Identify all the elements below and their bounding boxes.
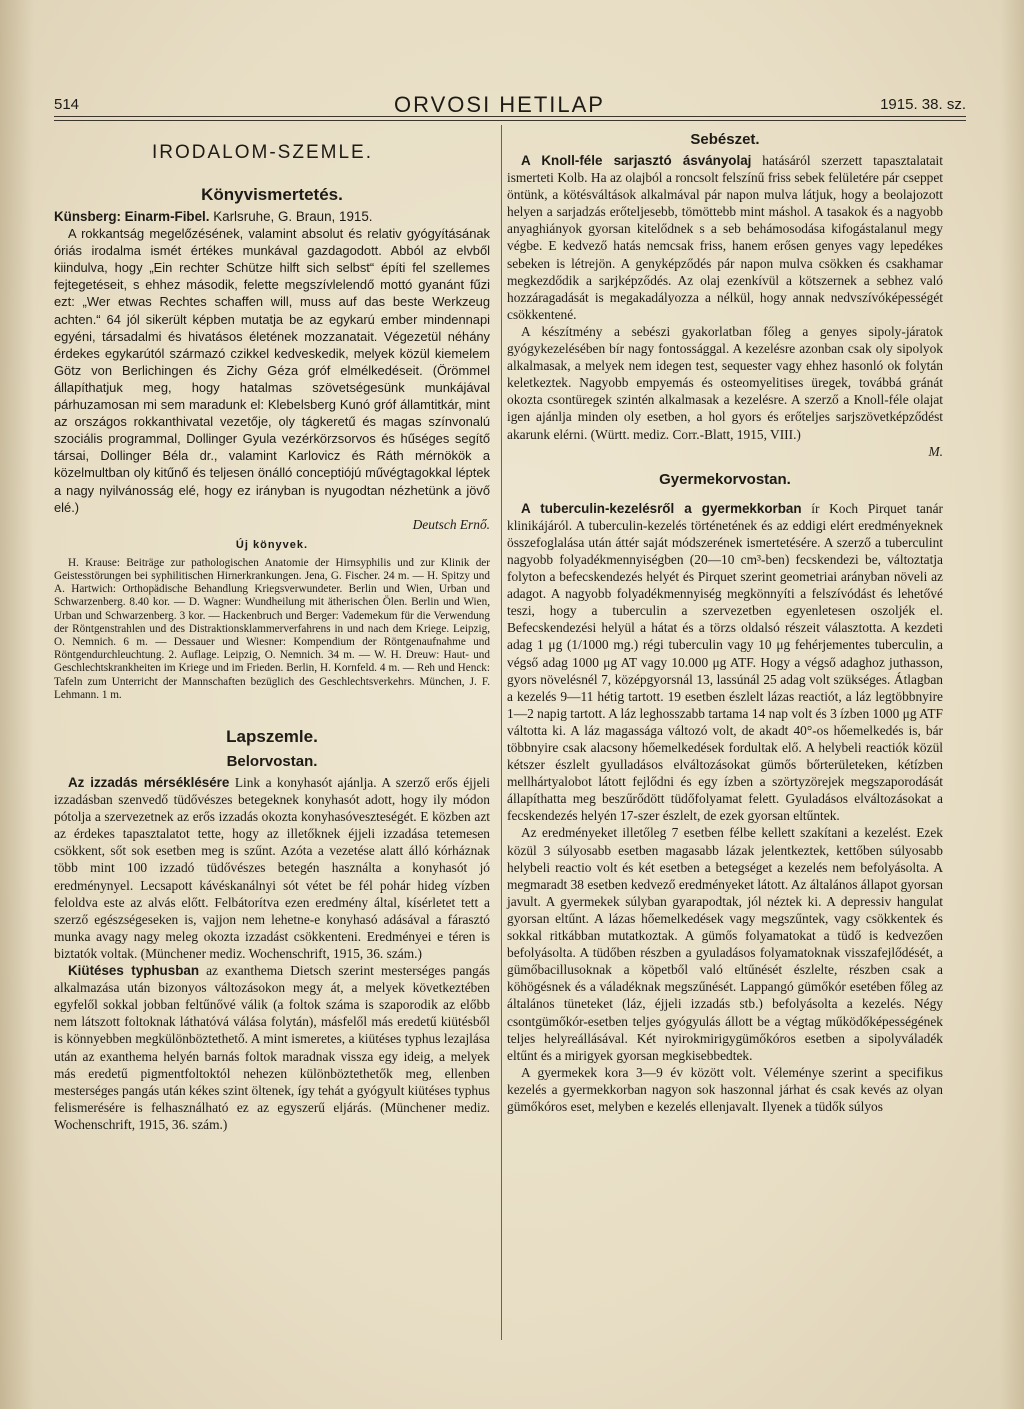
- article-tuberculin-p2: Az eredményeket illetőleg 7 esetben félbe kellett szakítani a kezelést. Ezek közül 3 súlyosabb esetben magasabb lázak jelentkeztek, kettőben súlyosabb helybeli reactio volt és két esetben a betegséget a kezelés nem befolyásolta. A megmaradt 38 esetben kedvező eredményeket látott. Az általános állapot gyorsan javult. A gyermekek súlyban gyarapodtak, jól néztek ki. A depressiv hangulat gyorsan eltűnt. A lázas hőemelkedések vagy megszűntek, vagy csökkentek és sokkal ritkábban mutatkoztak. A gümős folyamatokat a tüdő is kedvezően befolyásolta. A tüdőben részben a gyuladásos folyamatoknak visszafejlődését, a gümőbacillusoknak a köpetből való eltűnését észlelte, részben csak a köhögésnek és a váladéknak megszűnését. Lappangó gümőkór esetében főleg az általános tüneteket (láz, éjjeli izzadás stb.) befolyásolta a kezelés. Négy csontgümőkór-esetben teljes gyógyulás állott be a végtag működőképességének teljes helyreállásával. Két nyirokmirigygümőkóros esetben a sipolyváladék eltűnt és a mirigyek gyorsan megkisebbedtek.: [507, 825, 943, 1063]
- column-separator: [501, 125, 502, 1340]
- section-title: IRODALOM-SZEMLE.: [152, 142, 373, 163]
- lapszemle-heading: Lapszemle.: [226, 727, 318, 747]
- new-books-heading: Új könyvek.: [235, 538, 309, 551]
- article-knoll-p2: A készítmény a sebészi gyakorlatban főleg a genyes sipoly-járatok gyógykezelésében bír nagy fontossággal. A kezelésre azonban csak oly sipolyok alkalmasak, a melyek nem idegen test, sequester vagy ehhez hasonló ok folytán keletkeztek. Nagyobb empyemás és osteomyelitises üregek, továbbá gránát okozta csontüregek szintén alkalmasak a kezelésre. A szerző a Knoll-féle olajat igen ajánlja minden oly esetben, a hol gyors és erőteljes sarjszövetképződést akarunk elérni. (Württ. mediz. Corr.-Blatt, 1915, VIII.): [507, 323, 943, 442]
- new-books-text: H. Krause: Beiträge zur pathologischen Anatomie der Hirnsyphilis und zur Klinik der Geistesstörungen bei syphilitischen Hirnerkrankungen. Jena, G. Fischer. 24 m. — H. Spitzy und A. Hartwich: Orthopädische Behandlung Kriegsverwundeter. Berlin und Wien, Urban und Schwarzenberg. 8.40 kor. — D. Wagner: Wundheilung mit ätherischen Ölen. Berlin und Wien, Urban und Schwarzenberg. 3 kor. — Hackenbruch und Berger: Vademekum für die Verwendung der Röntgenstrahlen und des Distraktionsklammerverfahrens in und nach dem Kriege. Leipzig, O. Nemnich. 6 m. — Dessauer und Wiesner: Kompendium der Röntgenaufnahme und Röntgendurchleuchtung. 2. Auflage. Leipzig, O. Nemnich. 34 m. — W. H. Dreuw: Haut- und Geschlechtskrankheiten im Kriege und im Frieden. Berlin, H. Kornfeld. 4 m. — Reh und Henck: Tafeln zum Unterricht der Mannschaften bezüglich des Geschlechtsverkehrs. München, J. F. Lehmann. 1 m.: [54, 556, 490, 701]
- review-body: A rokkantság megelőzésének, valamint absolut és relativ gyógyításának óriás irodalma ismét értékes munkával gazdagodott. Abból az elvből kiindulva, hogy „Ein rechter Schütze hilft sich selbst“ építi fel szellemes fejtegetéseit, s ehhez második, felette megszívlelendő mottó gyanánt fűzi ezt: „Wer etwas Rechtes schaffen will, muss auf das beste Werkzeug achten.“ 64 jól sikerült képben mutatja be az egykarú ember mindennapi egyéni, társadalmi és hivatásos életének mozzanatait. Végezetül néhány érdekes egykarútól származó czikkel kedveskedik, melyek közül kiemelem Götz von Berlichingen és Zichy Géza gróf elmélkedéseit. (Örömmel állapíthatjuk meg, hogy hatalmas szövetségesünk munkájával párhuzamosan mi sem maradunk el: Klebelsberg Kunó gróf államtitkár, mint az országos rokkanthivatal vezetője, oly tágkeretű és magas színvonalú szociális programmal, Dollinger Gyula vezérkörzsorvos és hűséges segítő társai, Dollinger Béla dr., valamint Karlovicz és Ráth mérnökök a közelmultban oly kitűnő és teljesen önálló conceptiójú művégtagokkal léptek a nagy nyilvánosság elé, hogy ez irányban is nyugodtan nézhetünk a jövő elé.): [54, 226, 490, 515]
- review-lead-line: [54, 208, 490, 225]
- header-rule: [54, 116, 966, 117]
- article-tuberculin-lead: A tuberculin-kezelésről a gyermekkorban: [521, 500, 802, 516]
- review-heading: Könyvismertetés.: [201, 185, 343, 204]
- page-number: 514: [54, 96, 80, 113]
- article-typhus-lead: Kiütéses typhusban: [68, 963, 199, 979]
- review-lead: Künsberg: Einarm-Fibel.: [54, 209, 210, 224]
- article-knoll: [507, 152, 943, 323]
- edge-shading-right: [1000, 0, 1024, 1409]
- article-tuberculin-body: ír Koch Pirquet tanár klinikájáról. A tuberculin-kezelés történetének és az eddigi elért eredményeknek összefoglalása után áttér saját módszerének ismertetésére. A szerző a tuberculint nagyobb folyadékmennyiségben (20—10 cm³-ben) fecskendezi be, változtatja folyton a befecskendezés helyét és Pirquet szerint geometriai arányban növeli az adagot. A nagyobb folyadékmennyiség megkönnyíti a felszívódást és lehetővé teszi, hogy a tuberculin a szervezetben egyenletesen oszoljék el. Befecskendezési helyül a hátat és a törzs oldalsó részeit választotta. A kezdeti adag 1 μg (1/1000 mg.) régi tuberculin vagy 10 μg fehérjementes tuberculin, a végső adag 1000 μg AT vagy 10.000 μg ATF. Hogy a végső adaghoz juthasson, gyors növelésnél 7, középgyorsnál 13, lassúnál 25 adag volt szükséges. Átlagban a kezelés 9—11 hétig tartott. 19 esetben észlelt lázas reactiót, a láz legtöbbnyire 1—2 napig tartott. A láz leghosszabb tartama 14 nap volt és 3 ízben 1000 μg ATF váltotta ki. A láz magassága változó volt, de akadt 40°-os hőemelkedés is, bár többnyire csak alacsony hőemelkedések fordultak elő. A helybeli reactiók közül kétszer észlelt gyulladásos elváltozásokat gümős bőrterületeken, kétízben mellhártyalobot látott fejlődni és egy ízben a szörtyzörejek megszaporodását állapíthatta meg beszűrődött tüdőfolyamat felett. Gyuladásos elváltozásokat a fecskendezés helyén 17-szer észlelt, de ezek gyorsan eltűntek.: [507, 500, 943, 824]
- journal-title: ORVOSI HETILAP: [394, 92, 605, 117]
- edge-shading-left: [0, 0, 34, 1409]
- running-header: [54, 92, 966, 117]
- article-izzadas: [54, 774, 490, 962]
- new-books-list: [54, 557, 490, 702]
- article-izzadas-body: Link a konyhasót ajánlja. A szerző erős éjjeli izzadásban szenvedő tüdővészes betegeknek konyhasót adott, hogy ily módon pótolja a szervezetnek az erős izzadás okozta konyhasóveszteségét. E közben azt az érdekes tapasztalatot tette, hogy az illetőknek éjjeli izzadása tetemesen csökkent, sőt sok esetben meg is szűnt. Azóta a vezetése alatt álló kórháznak több mint 100 izzadó tüdővészes betegén használta a konyhasót jó eredménynyel. Lecsapott kávéskanálnyi sót vétet be fél pohár hideg vízben feloldva este az alvás előtt. Felbátorítva ezen eredmény által, kísérletet tett a szerző egészségeseken is, vajjon nem lehetne-e konyhasó adásával a fárasztó munka avagy nagy meleg okozta izzadást csökkenteni. Eredményei e téren is biztatók voltak. (Münchener mediz. Wochenschrift, 1915, 36. szám.): [54, 775, 490, 961]
- review-signature: Deutsch Ernő.: [412, 516, 490, 532]
- header-rule-double: [54, 120, 966, 121]
- article-izzadas-lead: Az izzadás mérséklésére: [68, 775, 230, 791]
- right-column: [507, 128, 943, 1115]
- issue-number: 1915. 38. sz.: [880, 96, 966, 113]
- article-knoll-lead: A Knoll-féle sarjasztó ásványolaj: [521, 153, 752, 168]
- article-typhus-body: az exanthema Dietsch szerint mesterséges pangás alkalmazása után bizonyos változásokon megy át, a melyek következtében egyfelől sokkal jobban feltűnővé válik (a foltok száma is szaporodik az előbb nem látszott foltoknak láthatóvá válása folytán), másfelől más eredetű kiütésből is könnyebben megkülönböztethető. A mint ismeretes, a kiütéses typhus lezajlása után az exanthema helyén barnás foltok maradnak vissza egy ideig, a melyek más eredetű pigmentfoltoktól nehezen különböztethetők meg, ellenben mesterséges pangás után kékes szint öltenek, így tehát a gyógyult kiütéses typhus felismerésére is felhasználható ez az egyszerű eljárás. (Münchener mediz. Wochenschrift, 1915, 36. szám.): [54, 963, 490, 1132]
- article-typhus: [54, 962, 490, 1133]
- belorvostan-heading: Belorvostan.: [226, 753, 318, 771]
- article-tuberculin: [507, 500, 943, 825]
- gyermekorvostan-heading: Gyermekorvostan.: [659, 470, 791, 488]
- sebeszet-heading: Sebészet.: [690, 131, 760, 148]
- left-column: [54, 128, 490, 1133]
- article-tuberculin-p3: A gyermekek kora 3—9 év között volt. Véleménye szerint a specifikus kezelés a gyermekkorban nagyon sok haszonnal járhat és csak kevés az olyan gümőkóros eset, melyben e kezelés ellenjavalt. Ilyenek a tüdők súlyos: [507, 1064, 943, 1114]
- article-knoll-signature: M.: [928, 443, 943, 459]
- article-knoll-body: hatásáról szerzett tapasztalatait ismerteti Kolb. Ha az olajból a roncsolt felszínű friss sebek felületére pár cseppet öntünk, a kötésváltások alkalmával pár napon mulva látjuk, hogy a beolajozott helyen a sarjadzás erőteljesebb, tömöttebb mint máshol. A tasakok és a nagyobb anyaghiányok gyorsan kitelődnek s a seb behámosodása kifogástalanul megy végbe. E kedvező hatás nemcsak friss, hanem erősen genyes vagy lepedékes sebeken is létrejön. A genyképződés pár napon mulva csökken és csakhamar megkezdődik a sarjképződés. Az olaj ezenkívül a kötszernek a sebhez való hozzáragadását is megakadályozza a nélkül, hogy annak nedvszívóképességét csökkentené.: [507, 153, 943, 322]
- review-lead-rest: Karlsruhe, G. Braun, 1915.: [209, 209, 373, 224]
